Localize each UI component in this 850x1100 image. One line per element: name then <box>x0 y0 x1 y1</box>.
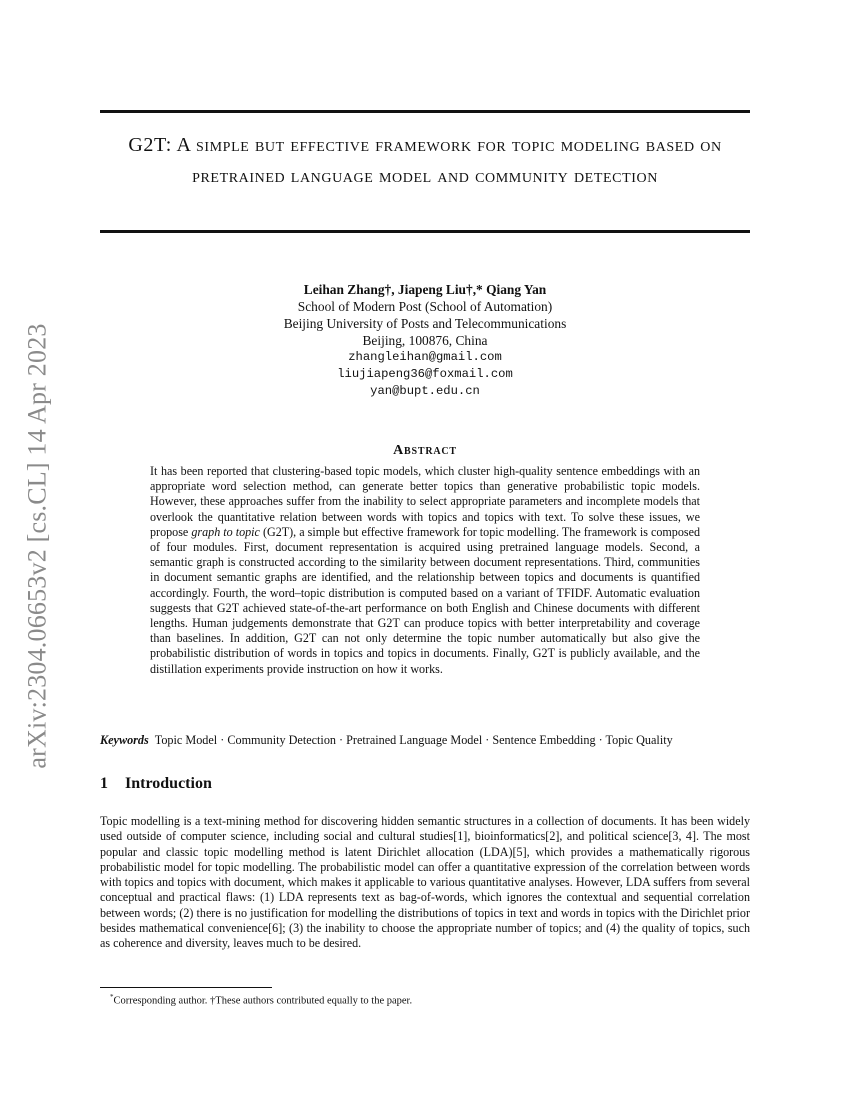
affiliation-line-1: School of Modern Post (School of Automation) <box>297 299 553 314</box>
title-top-rule <box>100 110 750 113</box>
keywords-label: Keywords <box>100 733 149 747</box>
footnote-rule <box>100 987 272 988</box>
abstract-text-part-1: It has been reported that clustering-based topic models, which cluster high-quality sentence embeddings with an appropriate word selection method, can generate better topics than generative probabilistic topic models. However, these approaches suffer from the inability to select appropriate parameters and incomplete models that overlook the quantitative relation between words with topics and topics with text. To solve these issues, we propose <box>150 464 700 539</box>
abstract-body <box>150 464 700 677</box>
affiliation-line-2: Beijing University of Posts and Telecommunications <box>283 316 567 331</box>
introduction-paragraph: Topic modelling is a text-mining method for discovering hidden semantic structures in a collection of documents. It has been widely used outside of computer science, including social and cultural studies[1], bioinformatics[2], and political science[3, 4]. The most popular and classic topic modelling method is latent Dirichlet allocation (LDA)[5], which provides a mathematically rigorous probabilistic model for topic modelling. The probabilistic model can offer a quantitative expression of the correlation between words with topics and topics with document, which makes it applicable to various quantitative analyses. However, LDA suffers from several conceptual and practical flaws: (1) LDA represents text as bag-of-words, which ignores the contextual and sequential correlation between words; (2) there is no justification for modelling the distributions of topics in text and words in topics with the Dirichlet prior besides mathematical convenience[6]; (3) the inability to choose the appropriate number of topics; and (4) the quality of topics, such as coherence and diversity, leaves much to be desired. <box>100 814 750 951</box>
abstract-heading: Abstract <box>393 443 457 458</box>
abstract-text-part-2: (G2T), a simple but effective framework for topic modelling. The framework is composed of four modules. First, document representation is acquired using pretrained language models. Second, a semantic graph is constructed according to the similarity between document representations. Third, communities in document semantic graphs are identified, and the relationship between topics and documents is quantified accordingly. Fourth, the word–topic distribution is computed based on a variant of TFIDF. Automatic evaluation suggests that G2T achieved state-of-the-art performance on both English and Chinese documents with different lengths. Human judgements demonstrate that G2T can produce topics with better interpretability and coverage than baselines. In addition, G2T can not only determine the topic number automatically but also give the probabilistic distribution of words in topics and topics in documents. Finally, G2T is publicly available, and the distillation experiments provide instruction on how it works. <box>150 524 701 676</box>
footnote-mark: * <box>110 993 114 1001</box>
arxiv-identifier-text: arXiv:2304.06653v2 [cs.CL] 14 Apr 2023 <box>23 323 53 769</box>
paper-title: G2T: A simple but effective framework for topic modeling based on pretrained language model and community detection <box>128 134 722 187</box>
author-email[interactable]: liujiapeng36@foxmail.com <box>337 367 513 381</box>
section-title: Introduction <box>125 775 212 792</box>
title-bottom-rule <box>100 230 750 233</box>
author-names: Leihan Zhang†, Jiapeng Liu†,* Qiang Yan <box>303 282 547 297</box>
author-block <box>100 281 750 400</box>
author-address: Beijing, 100876, China <box>362 333 488 348</box>
abstract-italic-term: graph to topic <box>191 524 260 539</box>
author-email[interactable]: zhangleihan@gmail.com <box>348 350 502 364</box>
footnote-text: Corresponding author. †These authors contributed equally to the paper. <box>113 995 413 1007</box>
author-email[interactable]: yan@bupt.edu.cn <box>370 384 480 398</box>
keywords-list: Topic Model · Community Detection · Pretrained Language Model · Sentence Embedding · Topic Quality <box>154 733 673 747</box>
section-heading-introduction <box>100 775 750 793</box>
arxiv-identifier-stamp <box>24 296 52 796</box>
footnote <box>110 991 750 1008</box>
keywords-line <box>100 732 760 748</box>
section-number: 1 <box>100 775 108 792</box>
